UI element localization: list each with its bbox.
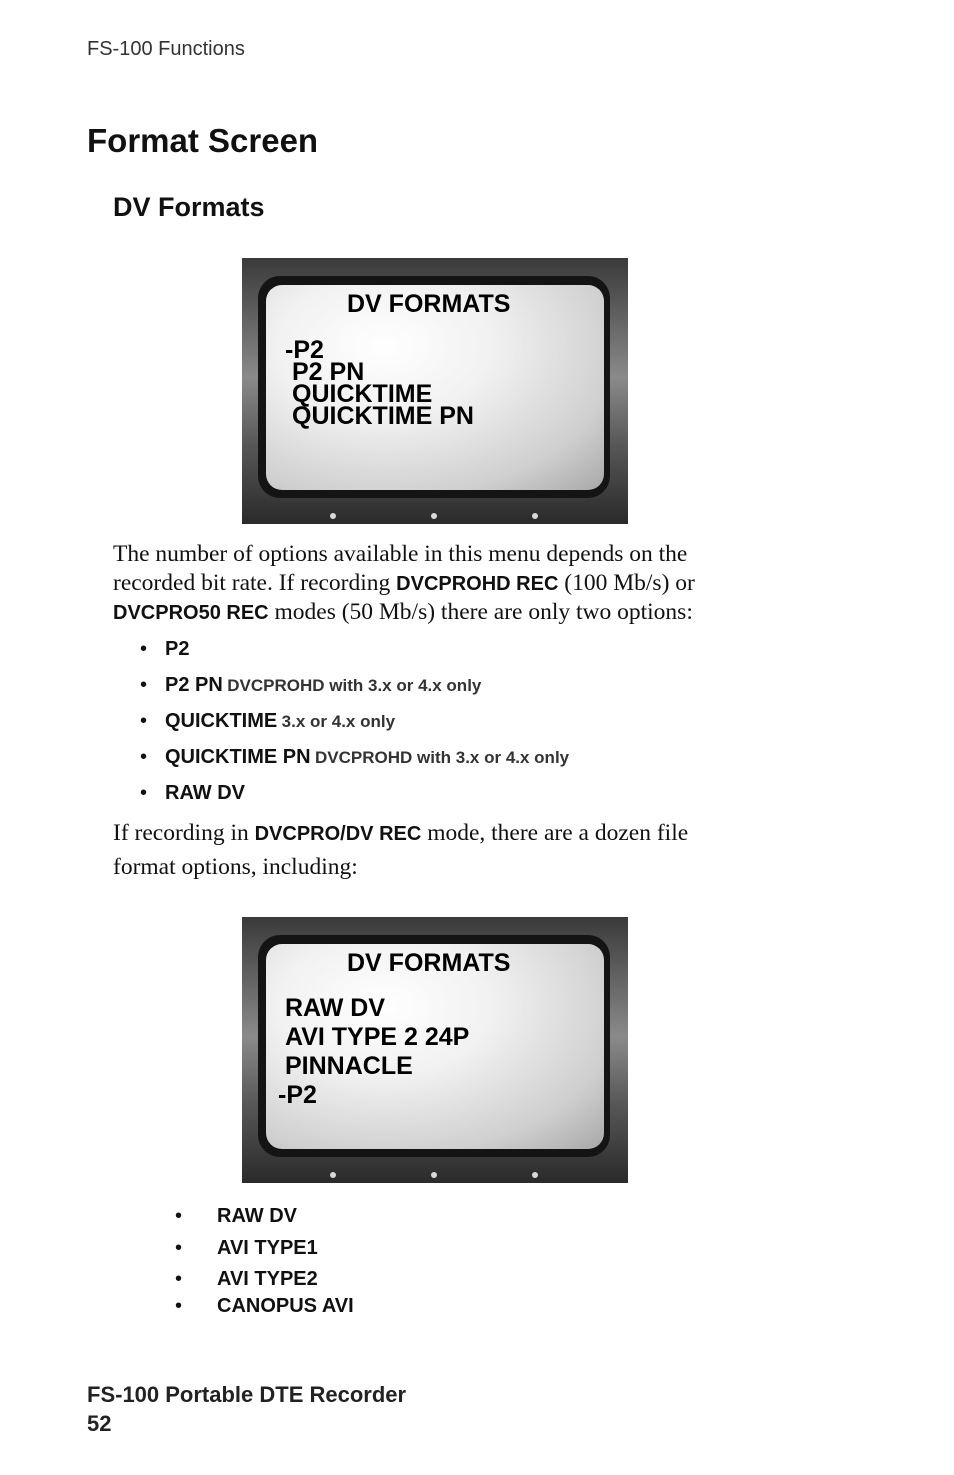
lcd-menu-item: -P2 bbox=[285, 336, 324, 364]
lcd-menu-item: AVI TYPE 2 24P bbox=[285, 1023, 470, 1051]
page-title: Format Screen bbox=[87, 122, 319, 159]
bullet-icon: • bbox=[175, 1268, 183, 1290]
page-number: 52 bbox=[87, 1411, 112, 1436]
lcd-indicator-dot bbox=[431, 1172, 437, 1178]
para2-line-1: If recording in DVCPRO/DV REC mode, there are a dozen file bbox=[113, 820, 689, 846]
bullet-icon: • bbox=[175, 1295, 183, 1317]
intro-line-3: DVCPRO50 REC modes (50 Mb/s) there are only two options: bbox=[113, 599, 693, 625]
lcd-title: DV FORMATS bbox=[347, 949, 511, 977]
section-subtitle: DV Formats bbox=[113, 192, 265, 222]
lcd-indicator-dot bbox=[330, 513, 336, 519]
lcd-screenshot-1 bbox=[242, 258, 628, 524]
lcd-indicator-dot bbox=[532, 513, 538, 519]
lcd-indicator-dot bbox=[330, 1172, 336, 1178]
running-header: FS-100 Functions bbox=[87, 38, 245, 60]
lcd-menu-item: RAW DV bbox=[285, 994, 385, 1022]
footer-title: FS-100 Portable DTE Recorder bbox=[87, 1382, 407, 1407]
intro-line-1: The number of options available in this menu depends on the bbox=[113, 541, 688, 567]
bullet-icon: • bbox=[175, 1205, 183, 1227]
bullet-icon: • bbox=[140, 782, 148, 804]
intro-line-2: recorded bit rate. If recording DVCPROHD REC (100 Mb/s) or bbox=[113, 570, 695, 596]
lcd-indicator-dot bbox=[431, 513, 437, 519]
para2-line-2: format options, including: bbox=[113, 854, 358, 880]
lcd-menu-item: -P2 bbox=[278, 1081, 317, 1109]
lcd-title: DV FORMATS bbox=[347, 290, 511, 318]
lcd-screenshot-2 bbox=[242, 917, 628, 1183]
lcd-indicator-dot bbox=[532, 1172, 538, 1178]
lcd-menu-item: PINNACLE bbox=[285, 1052, 413, 1080]
lcd-menu-item: QUICKTIME PN bbox=[292, 402, 474, 430]
bullet-icon: • bbox=[175, 1237, 183, 1259]
bullet-icon: • bbox=[140, 746, 148, 768]
lcd-menu-item: P2 PN bbox=[292, 358, 365, 386]
bullet-icon: • bbox=[140, 710, 148, 732]
lcd-menu-item: QUICKTIME bbox=[292, 380, 433, 408]
bullet-icon: • bbox=[140, 674, 148, 696]
bullet-icon: • bbox=[140, 638, 148, 660]
